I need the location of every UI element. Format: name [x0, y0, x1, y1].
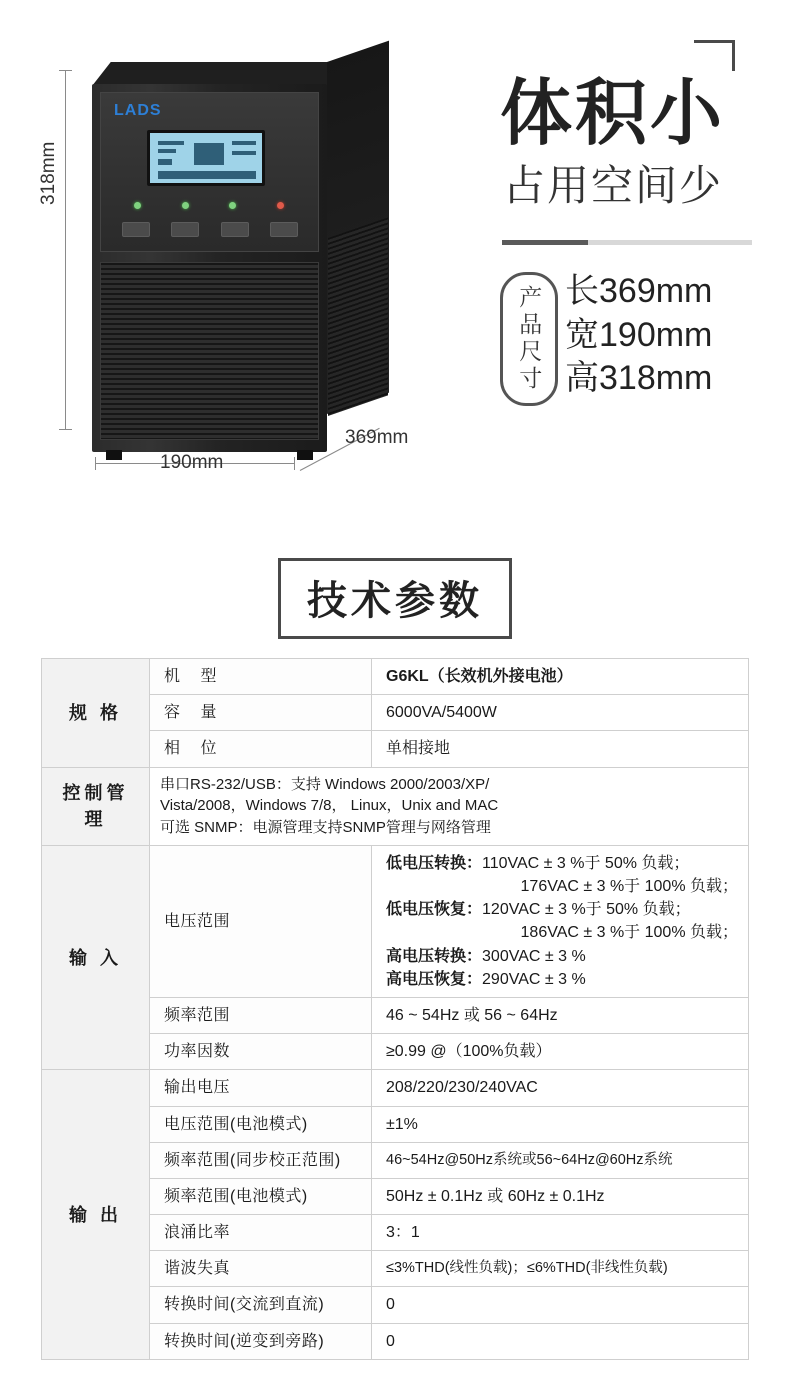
ups-button: [221, 222, 249, 237]
ups-button: [270, 222, 298, 237]
label-low-volt-switch: 低电压转换：: [386, 854, 483, 872]
product-size-width: 宽190mm: [565, 315, 713, 354]
key-output-freq-sync: 频率范围(同步校正范围): [150, 1142, 372, 1178]
product-size-badge: [500, 272, 558, 406]
key-thd: 谐波失真: [150, 1251, 372, 1287]
key-input-voltage-range: 电压范围: [150, 845, 372, 997]
control-line-1: 串口RS-232/USB：支持 Windows 2000/2003/XP/: [160, 775, 490, 793]
hero-subtitle: 占用空间少: [503, 162, 724, 209]
value-phase: 单相接地: [372, 731, 749, 767]
value-model: G6KL（长效机外接电池）: [372, 659, 749, 695]
value-high-volt-recover: 290VAC ± 3 %: [482, 970, 586, 988]
value-control-management: [150, 767, 749, 845]
value-low-volt-switch-2: 176VAC ± 3 %于 100% 负载；: [520, 878, 738, 895]
table-row: [42, 845, 749, 997]
value-output-voltage-range: ±1%: [372, 1106, 749, 1142]
product-size-badge-label: 产品尺寸: [516, 285, 543, 393]
led-indicator: [134, 202, 141, 209]
ups-top-surface: [92, 62, 346, 86]
led-indicator: [182, 202, 189, 209]
category-spec: 规 格: [42, 659, 150, 768]
product-size-height: 高318mm: [565, 359, 713, 398]
spec-title-container: [0, 558, 790, 639]
product-size-list: [565, 270, 712, 401]
ups-button-row: [122, 222, 298, 237]
value-transfer-ac-dc: 0: [372, 1287, 749, 1323]
value-transfer-inverter-bypass: 0: [372, 1323, 749, 1359]
key-capacity: 容 量: [150, 695, 372, 731]
key-model: 机 型: [150, 659, 372, 695]
ups-brand-logo: LADS: [114, 102, 162, 119]
category-output: 输 出: [42, 1070, 150, 1360]
table-row: [42, 1070, 749, 1106]
ups-foot: [106, 450, 122, 460]
width-dimension-label: 190mm: [160, 452, 224, 473]
hero-section: [0, 0, 790, 520]
ups-button: [171, 222, 199, 237]
ups-product-image: [92, 62, 397, 452]
value-output-freq-battery: 50Hz ± 0.1Hz 或 60Hz ± 0.1Hz: [372, 1178, 749, 1214]
category-input: 输 入: [42, 845, 150, 1070]
label-high-volt-switch: 高电压转换：: [386, 947, 483, 965]
key-phase: 相 位: [150, 731, 372, 767]
value-input-voltage-range: [372, 845, 749, 997]
ups-foot: [297, 450, 313, 460]
control-line-3: 可选 SNMP：电源管理支持SNMP管理与网络管理: [160, 819, 491, 837]
label-high-volt-recover: 高电压恢复：: [386, 970, 483, 988]
table-row: [42, 659, 749, 695]
ups-button: [122, 222, 150, 237]
led-indicator: [229, 202, 236, 209]
value-surge-ratio: 3：1: [372, 1215, 749, 1251]
specifications-table: [41, 658, 749, 1360]
category-control: 控制管理: [42, 767, 150, 845]
value-output-voltage: 208/220/230/240VAC: [372, 1070, 749, 1106]
ups-front-vents: [100, 262, 319, 440]
value-low-volt-recover-1: 120VAC ± 3 %于 50% 负载；: [482, 901, 691, 919]
key-output-freq-battery: 频率范围(电池模式): [150, 1178, 372, 1214]
value-output-freq-sync: 46~54Hz@50Hz系统或56~64Hz@60Hz系统: [372, 1142, 749, 1178]
height-dimension-line: [65, 70, 66, 430]
table-row: [42, 767, 749, 845]
control-line-2: Vista/2008，Windows 7/8， Linux，Unix and MAC: [160, 797, 499, 815]
key-output-voltage-range: 电压范围(电池模式): [150, 1106, 372, 1142]
key-power-factor: 功率因数: [150, 1034, 372, 1070]
depth-dimension-label: 369mm: [345, 427, 409, 448]
value-high-volt-switch: 300VAC ± 3 %: [482, 947, 586, 965]
hero-title: 体积小: [500, 74, 726, 154]
spec-title: 技术参数: [278, 558, 512, 639]
ups-status-leds: [134, 202, 284, 209]
corner-decoration: [694, 40, 735, 71]
value-power-factor: ≥0.99 @（100%负载）: [372, 1034, 749, 1070]
key-surge-ratio: 浪涌比率: [150, 1215, 372, 1251]
key-input-freq-range: 频率范围: [150, 997, 372, 1033]
value-low-volt-switch-1: 110VAC ± 3 %于 50% 负载；: [482, 854, 690, 872]
value-thd: ≤3%THD(线性负载)；≤6%THD(非线性负载): [372, 1251, 749, 1287]
ups-lcd-display: [147, 130, 265, 186]
value-capacity: 6000VA/5400W: [372, 695, 749, 731]
led-indicator-fault: [277, 202, 284, 209]
key-transfer-ac-dc: 转换时间(交流到直流): [150, 1287, 372, 1323]
key-transfer-inverter-bypass: 转换时间(逆变到旁路): [150, 1323, 372, 1359]
hero-divider: [502, 240, 752, 245]
value-input-freq-range: 46 ~ 54Hz 或 56 ~ 64Hz: [372, 997, 749, 1033]
ups-side-vents: [328, 217, 388, 416]
key-output-voltage: 输出电压: [150, 1070, 372, 1106]
value-low-volt-recover-2: 186VAC ± 3 %于 100% 负载；: [520, 924, 738, 942]
height-dimension-label: 318mm: [38, 141, 59, 205]
product-size-length: 长369mm: [565, 272, 713, 310]
label-low-volt-recover: 低电压恢复：: [386, 901, 483, 919]
